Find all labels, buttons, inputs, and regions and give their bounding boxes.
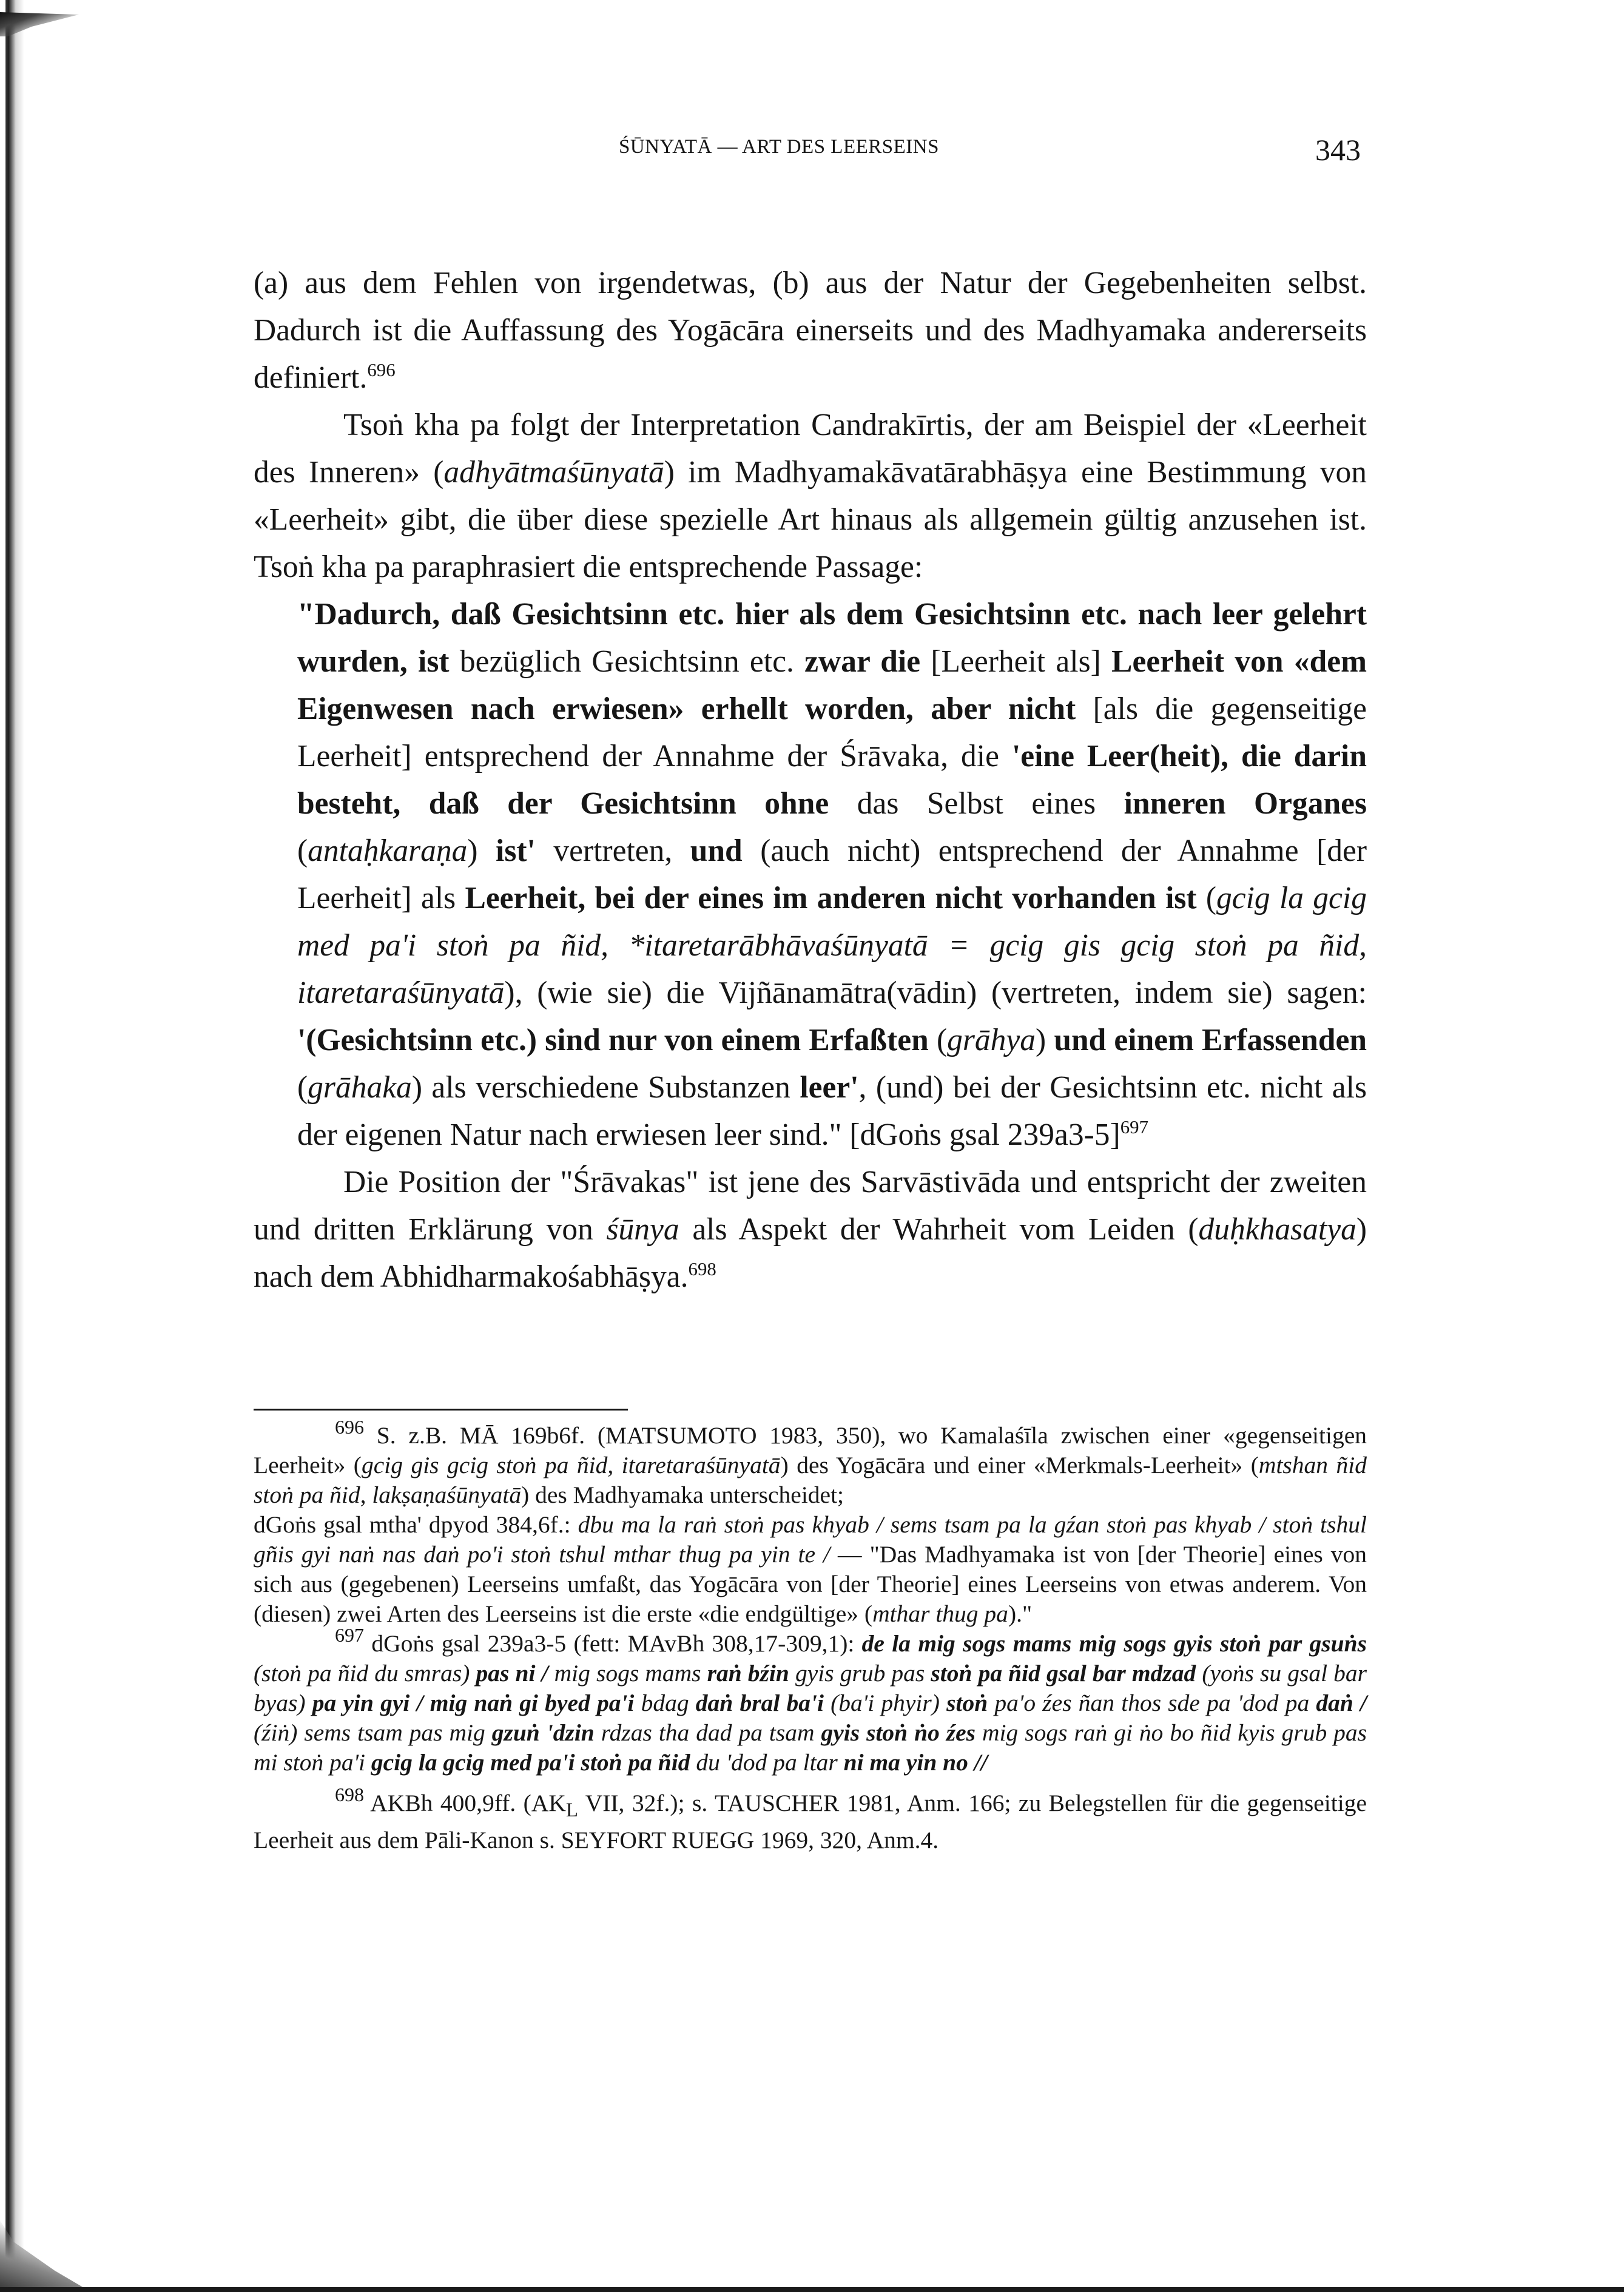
main-text <box>254 260 1367 1301</box>
running-head: ŚŪNYATĀ — ART DES LEERSEINS <box>619 136 939 158</box>
paragraph-3: Die Position der "Śrāvakas" ist jene des Sarvāstivāda und entspricht der zweiten und dritten Erklärung von śūnya als Aspekt der Wahrheit vom Leiden (duḥkhasatya) nach dem Abhidharmakośabhāṣya.$^{698}$ <box>254 1165 1367 1294</box>
footnote-divider <box>254 1409 628 1411</box>
footnote-number: 697 <box>335 1624 364 1646</box>
footnote-696-continuation: dGoṅs gsal mtha' dpyod 384,6f.: dbu ma la raṅ stoṅ pas khyab / sems tsam pa la gźan stoṅ pas khyab / stoṅ tshul gñis gyi naṅ nas daṅ po'i stoṅ tshul mthar thug pa yin te / — "Das Madhyamaka ist von [der Theorie] eines von sich aus (gegebenen) Leerseins umfaßt, das Yogācāra von [der Theorie] eines Leerseins von etwas anderem. Von (diesen) zwei Arten des Leerseins ist die erste «die endgültige» (mthar thug pa)." <box>254 1511 1367 1627</box>
block-quote: "Dadurch, daß Gesichtsinn etc. hier als dem Gesichtsinn etc. nach leer gelehrt wurden, ist bezüglich Gesichtsinn etc. zwar die [Leerheit als] Leerheit von «dem Eigenwesen nach erwiesen» erhellt worden, aber nicht [als die gegenseitige Leerheit] entsprechend der Annahme der Śrāvaka, die 'eine Leer(heit), die darin besteht, daß der Gesichtsinn ohne das Selbst eines inneren Organes (antaḥkaraṇa) ist' vertreten, und (auch nicht) entsprechend der Annahme [der Leerheit] als Leerheit, bei der eines im anderen nicht vorhanden ist (gcig la gcig med pa'i stoṅ pa ñid, *itaretarābhāvaśūnyatā = gcig gis gcig stoṅ pa ñid, itaretaraśūnyatā), (wie sie) die Vijñānamātra(vādin) (vertreten, indem sie) sagen: '(Gesichtsinn etc.) sind nur von einem Erfaßten (grāhya) und einem Erfassenden (grāhaka) als verschiedene Substanzen leer', (und) bei der Gesichtsinn etc. nicht als der eigenen Natur nach erwiesen leer sind." [dGoṅs gsal 239a3-5]$^{697}$ <box>297 597 1367 1152</box>
book-spine-shadow <box>0 0 35 2292</box>
paragraph-1: (a) aus dem Fehlen von irgendetwas, (b) aus der Natur der Gegebenheiten selbst. Dadurch ist die Auffassung des Yogācāra einerseits und des Madhyamaka andererseits definiert.$^{696}$ <box>254 266 1367 395</box>
footnotes <box>254 1416 1367 1855</box>
footnote-698: $^{698}$ AKBh 400,9ff. ($AK_L$ VII, 32f.); s. TAUSCHER 1981, Anm. 166; zu Belegstellen für die gegenseitige Leerheit aus dem Pāli-Kanon s. SEYFORT RUEGG 1969, 320, Anm.4. <box>254 1784 1367 1853</box>
footnote-696: $^{696}$ S. z.B. MĀ 169b6f. (MATSUMOTO 1983, 350), wo Kamalaśīla zwischen einer «gegenseitigen Leerheit» (gcig gis gcig stoṅ pa ñid, itaretaraśūnyatā) des Yogācāra und einer «Merkmals-Leerheit» (mtshan ñid stoṅ pa ñid, lakṣaṇaśūnyatā) des Madhyamaka unterscheidet; <box>254 1416 1367 1508</box>
footnote-number: 698 <box>335 1784 364 1805</box>
footnote-ref-698[interactable]: 698 <box>688 1258 716 1279</box>
spine-top-shadow <box>0 12 79 36</box>
paragraph-2: Tsoṅ kha pa folgt der Interpretation Candrakīrtis, der am Beispiel der «Leerheit des Inneren» (adhyātmaśūnyatā) im Madhyamakāvatārabhāṣya eine Bestimmung von «Leerheit» gibt, die über diese spezielle Art hinaus als allgemein gültig anzusehen ist. Tsoṅ kha pa paraphrasiert die entsprechende Passage: <box>254 408 1367 584</box>
footnote-697: $^{697}$ dGoṅs gsal 239a3-5 (fett: MAvBh 308,17-309,1): de la mig sogs mams mig sogs gyis stoṅ par gsuṅs (stoṅ pa ñid du smras) pas ni / mig sogs mams raṅ bźin gyis grub pas stoṅ pa ñid gsal bar mdzad (yoṅs su gsal bar byas) pa yin gyi / mig naṅ gi byed pa'i bdag daṅ bral ba'i (ba'i phyir) stoṅ pa'o źes ñan thos sde pa 'dod pa daṅ / (źiṅ) sems tsam pas mig gzuṅ 'dzin rdzas tha dad pa tsam gyis stoṅ ṅo źes mig sogs raṅ gi ṅo bo ñid kyis grub pas mi stoṅ pa'i gcig la gcig med pa'i stoṅ pa ñid du 'dod pa ltar ni ma yin no // <box>254 1624 1367 1776</box>
footnote-ref-696[interactable]: 696 <box>367 359 396 380</box>
footnote-ref-697[interactable]: 697 <box>1120 1116 1149 1138</box>
page-bottom-edge <box>0 2287 1624 2292</box>
page-number: 343 <box>1315 133 1361 167</box>
footnote-number: 696 <box>335 1416 364 1438</box>
